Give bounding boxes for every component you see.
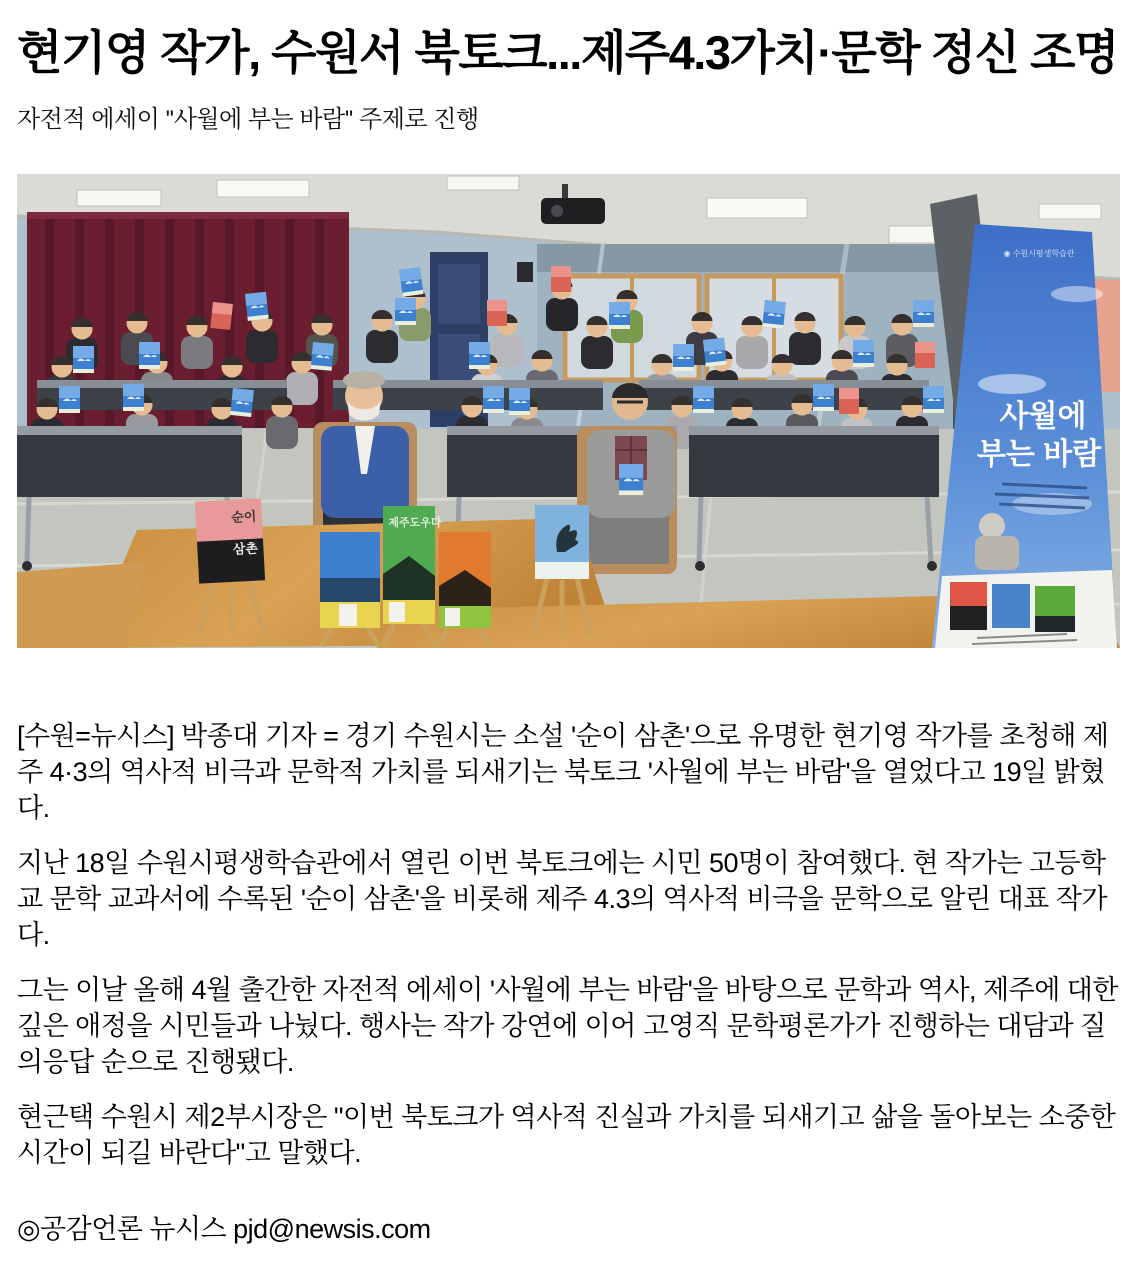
paragraph-3: 그는 이날 올해 4월 출간한 자전적 에세이 '사월에 부는 바람'을 바탕으로 문학과 역사, 제주에 대한 깊은 애정을 시민들과 나눴다. 행사는 작가 강연에 이어 고영직 문학평론가가 진행하는 대담과 질의응답 순으로 진행됐다. (17, 974, 1118, 1077)
article-page (0, 26, 1137, 1246)
svg-text:제주도우다: 제주도우다 (388, 516, 442, 529)
book-jeju-orange (439, 532, 491, 628)
event-banner (930, 194, 1117, 648)
classroom-photo-illustration (17, 174, 1120, 648)
svg-text:◉ 수원시평생학습관: ◉ 수원시평생학습관 (1003, 248, 1075, 258)
book-sooni-samchon (195, 498, 265, 583)
press-byline: ◎공감언론 뉴시스 pjd@newsis.com (17, 1213, 431, 1244)
event-photo (17, 174, 1120, 648)
svg-text:부는 바람: 부는 바람 (976, 437, 1102, 471)
book-jeju-blue (320, 532, 380, 628)
svg-text:삼촌: 삼촌 (232, 540, 259, 557)
article-headline: 현기영 작가, 수원서 북토크...제주4.3가치·문학 정신 조명 (17, 26, 1118, 79)
book-jeju-green (383, 506, 442, 624)
article-subheadline: 자전적 에세이 ''사월에 부는 바람'' 주제로 진행 (17, 105, 479, 133)
paragraph-4: 현근택 수원시 제2부시장은 "이번 북토크가 역사적 진실과 가치를 되새기고 삶을 돌아보는 소중한 시간이 되길 바란다"고 말했다. (17, 1101, 1116, 1168)
article-body (17, 718, 1120, 1171)
wall-speaker (517, 262, 533, 282)
banner-book-covers (950, 582, 1075, 632)
svg-text:사월에: 사월에 (999, 399, 1087, 433)
book-april-wind (535, 505, 589, 579)
paragraph-1: [수원=뉴시스] 박종대 기자 = 경기 수원시는 소설 '순이 삼촌'으로 유명한 현기영 작가를 초청해 제주 4·3의 역사적 비극과 문학적 가치를 되새기는 북토크 '사월에 부는 바람'을 열었다고 19일 밝혔다. (17, 720, 1109, 823)
svg-text:순이: 순이 (230, 508, 257, 525)
paragraph-2: 지난 18일 수원시평생학습관에서 열린 이번 북토크에는 시민 50명이 참여했다. 현 작가는 고등학교 문학 교과서에 수록된 '순이 삼촌'을 비롯해 제주 4.3의 역사적 비극을 문학으로 알린 대표 작가다. (17, 847, 1107, 950)
